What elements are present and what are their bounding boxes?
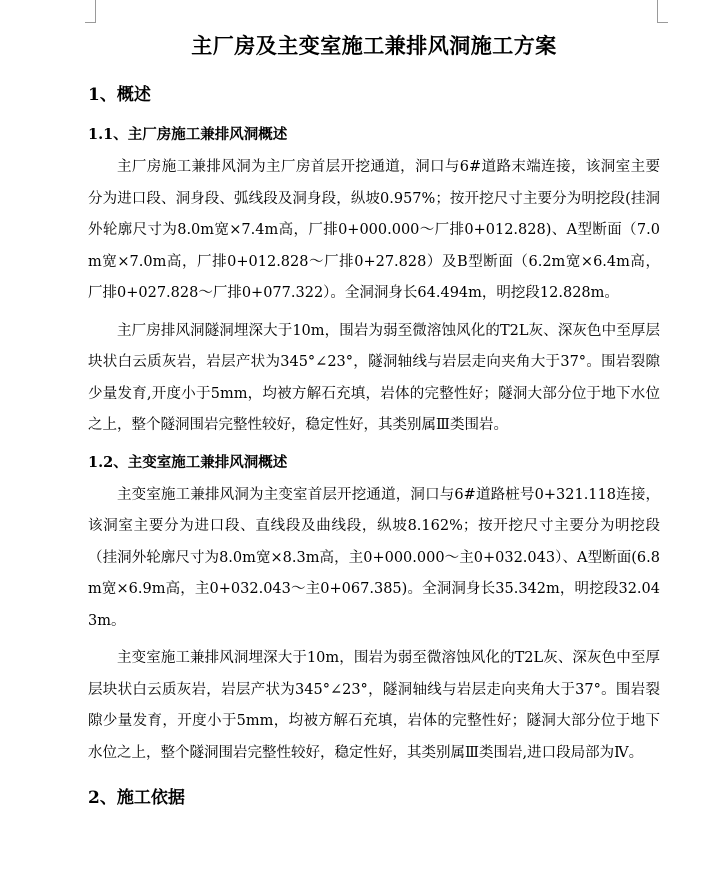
page-corner-mark-right xyxy=(657,0,668,23)
paragraph: 主变室施工兼排风洞埋深大于10m，围岩为弱至微溶蚀风化的T2L灰、深灰色中至厚层块状白云质灰岩，岩层产状为345°∠23°，隧洞轴线与岩层走向夹角大于37°。围岩裂隙少量发育，开度小于5mm，均被方解石充填，岩体的完整性好；隧洞大部分位于地下水位之上，整个隧洞围岩完整性较好，稳定性好，其类别属Ⅲ类围岩,进口段局部为Ⅳ。 xyxy=(88,650,660,761)
subsection-heading: 1.2、主变室施工兼排风洞概述 xyxy=(88,453,288,471)
subsection-heading: 1.1、主厂房施工兼排风洞概述 xyxy=(88,126,288,143)
document-page xyxy=(88,28,660,823)
paragraph: 主厂房排风洞隧洞埋深大于10m，围岩为弱至微溶蚀风化的T2L灰、深灰色中至厚层块状白云质灰岩，岩层产状为345°∠23°，隧洞轴线与岩层走向夹角大于37°。围岩裂隙少量发育,开度小于5mm，均被方解石充填，岩体的完整性好；隧洞大部分位于地下水位之上，整个隧洞围岩完整性较好，稳定性好，其类别属Ⅲ类围岩。 xyxy=(88,322,660,433)
section-heading: 2、施工依据 xyxy=(88,788,185,808)
page-corner-mark-left xyxy=(85,0,96,23)
paragraph: 主变室施工兼排风洞为主变室首层开挖通道，洞口与6#道路桩号0+321.118连接，该洞室主要分为进口段、直线段及曲线段，纵坡8.162%；按开挖尺寸主要分为明挖段（挂洞外轮廓尺寸为8.0m宽×8.3m高，主0+000.000～主0+032.043）、A型断面(6.8m宽×6.9m高，主0+032.043～主0+067.385)。全洞洞身长35.342m，明挖段32.043m。 xyxy=(88,486,660,629)
document-title: 主厂房及主变室施工兼排风洞施工方案 xyxy=(191,33,557,58)
section-heading: 1、概述 xyxy=(88,85,151,105)
paragraph: 主厂房施工兼排风洞为主厂房首层开挖通道，洞口与6#道路末端连接，该洞室主要分为进口段、洞身段、弧线段及洞身段，纵坡0.957%；按开挖尺寸主要分为明挖段(挂洞外轮廓尺寸为8.0m宽×7.4m高，厂排0+000.000～厂排0+012.828)、A型断面（7.0m宽×7.0m高，厂排0+012.828～厂排0+27.828）及B型断面（6.2m宽×6.4m高，厂排0+027.828～厂排0+077.322）。全洞洞身长64.494m，明挖段12.828m。 xyxy=(88,159,660,301)
